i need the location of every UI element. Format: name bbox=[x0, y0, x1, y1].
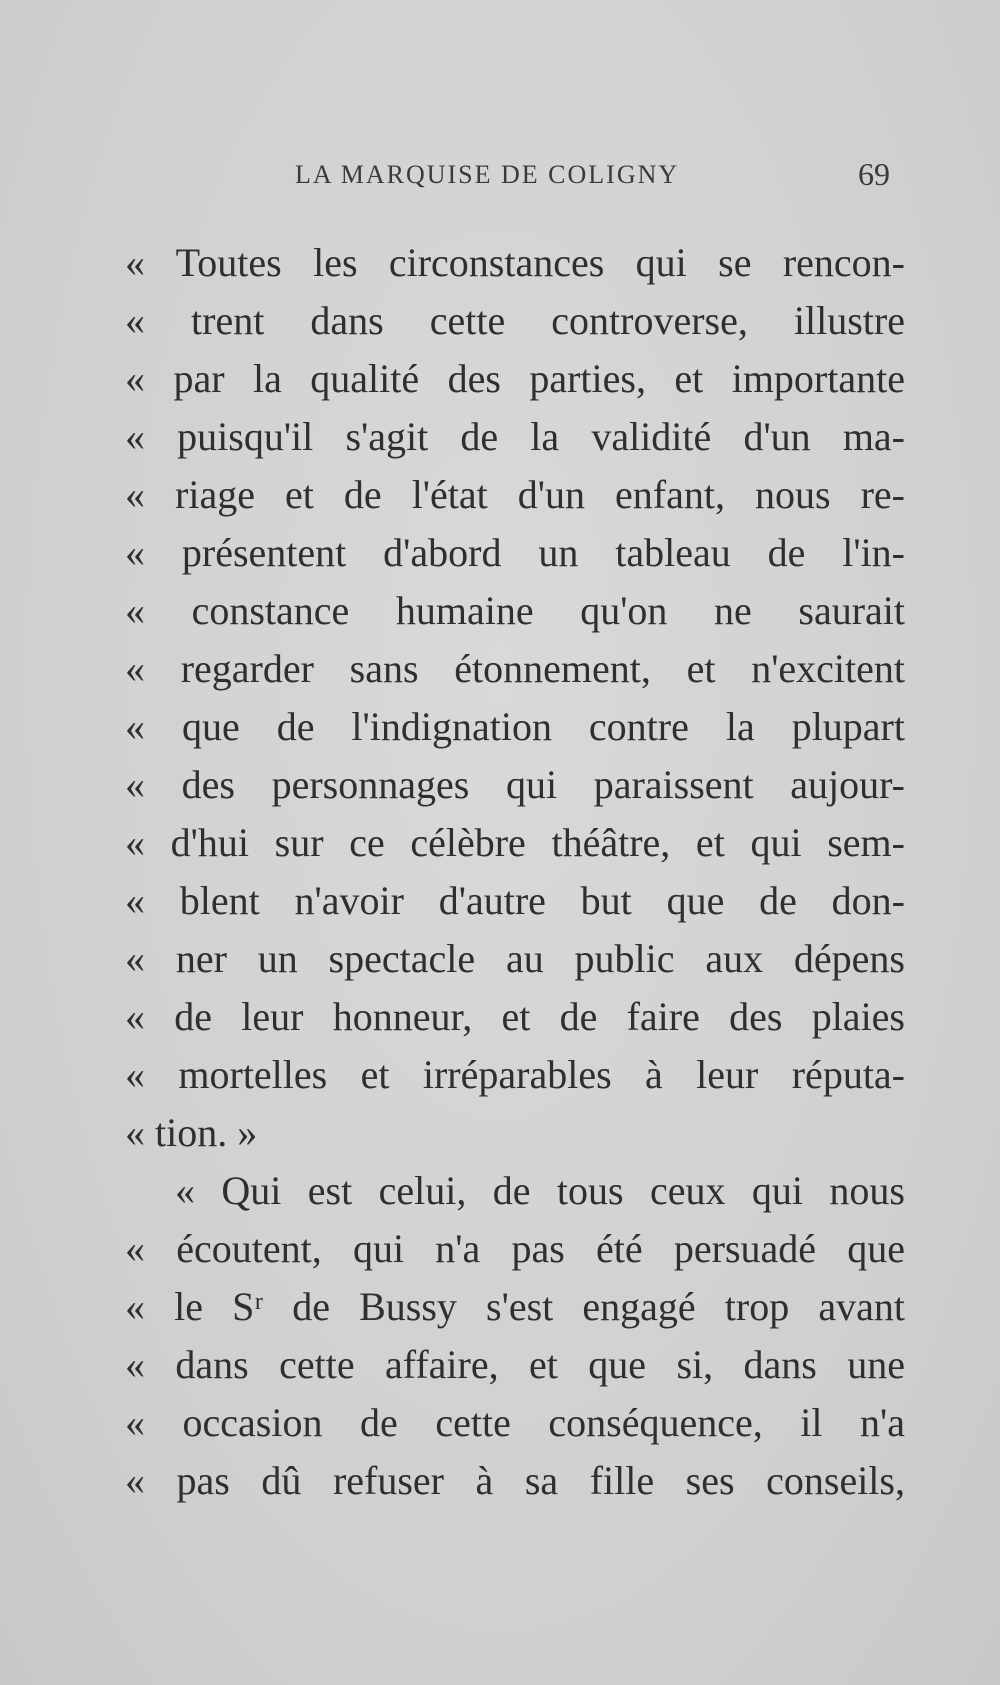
text-line: « de leur honneur, et de faire des plaies bbox=[125, 994, 905, 1039]
text-line: « constance humaine qu'on ne saurait bbox=[125, 588, 905, 633]
text-line: « puisqu'il s'agit de la validité d'un ma- bbox=[125, 414, 905, 459]
body-text bbox=[125, 234, 905, 1510]
text-line: « d'hui sur ce célèbre théâtre, et qui sem- bbox=[125, 820, 905, 865]
text-line: « présentent d'abord un tableau de l'in- bbox=[125, 530, 905, 575]
text-line: « que de l'indignation contre la plupart bbox=[125, 704, 905, 749]
text-line: « tion. » bbox=[125, 1110, 258, 1155]
paragraph-2 bbox=[125, 1162, 905, 1510]
text-line: « écoutent, qui n'a pas été persuadé que bbox=[125, 1226, 905, 1271]
text-line: « Qui est celui, de tous ceux qui nous bbox=[175, 1168, 905, 1213]
running-title: LA MARQUISE DE COLIGNY bbox=[295, 160, 680, 189]
text-line: « le Sʳ de Bussy s'est engagé trop avant bbox=[125, 1284, 905, 1329]
text-line: « par la qualité des parties, et importante bbox=[125, 356, 905, 401]
text-line: « des personnages qui paraissent aujour- bbox=[125, 762, 905, 807]
page-header bbox=[0, 156, 1000, 200]
text-line: « mortelles et irréparables à leur réputa- bbox=[125, 1052, 905, 1097]
page-number: 69 bbox=[858, 156, 890, 192]
paragraph-1 bbox=[125, 234, 905, 1162]
text-line: « ner un spectacle au public aux dépens bbox=[125, 936, 905, 981]
text-line: « Toutes les circonstances qui se rencon- bbox=[125, 240, 905, 285]
text-line: « occasion de cette conséquence, il n'a bbox=[125, 1400, 905, 1445]
text-line: « regarder sans étonnement, et n'excitent bbox=[125, 646, 905, 691]
text-line: « blent n'avoir d'autre but que de don- bbox=[125, 878, 905, 923]
text-line: « dans cette affaire, et que si, dans une bbox=[125, 1342, 905, 1387]
text-line: « pas dû refuser à sa fille ses conseils, bbox=[125, 1458, 905, 1503]
text-line: « trent dans cette controverse, illustre bbox=[125, 298, 905, 343]
text-line: « riage et de l'état d'un enfant, nous re- bbox=[125, 472, 905, 517]
